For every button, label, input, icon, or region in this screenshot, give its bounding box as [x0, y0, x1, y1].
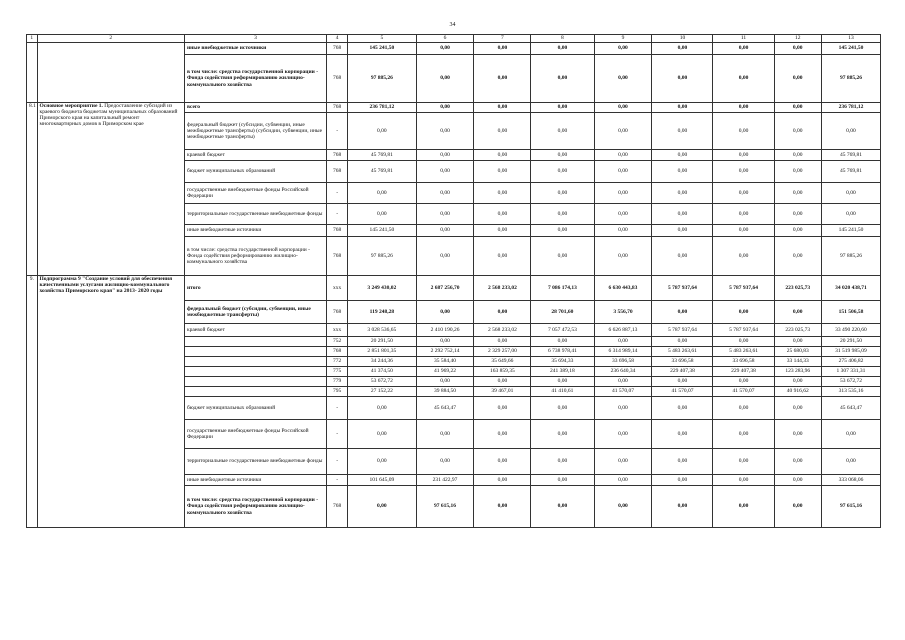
funding-source: [184, 367, 326, 377]
amount-cell: 53 672,72: [348, 377, 416, 387]
budget-code: 768: [327, 301, 348, 324]
amount-cell: 0,00: [594, 475, 652, 486]
amount-cell: 0,00: [713, 420, 774, 449]
funding-source: [184, 387, 326, 397]
amount-cell: 34 020 438,71: [821, 276, 880, 301]
budget-code: 768: [327, 55, 348, 103]
amount-cell: 0,00: [652, 486, 713, 528]
amount-cell: 0,00: [713, 55, 774, 103]
amount-cell: 123 283,96: [774, 367, 821, 377]
budget-table: [26, 34, 881, 528]
amount-cell: 45 769,81: [821, 150, 880, 161]
amount-cell: 39 884,50: [416, 387, 474, 397]
amount-cell: 0,00: [416, 55, 474, 103]
budget-code: -: [327, 397, 348, 420]
funding-source: государственные внебюджетные фонды Российской Федерации: [184, 183, 326, 204]
amount-cell: 34 244,36: [348, 357, 416, 367]
funding-source: всего: [184, 103, 326, 113]
funding-source: в том числе: средства государственной корпорации - Фонда содействия реформированию жилищно-коммунального хозяйства: [184, 55, 326, 103]
amount-cell: 0,00: [594, 161, 652, 183]
amount-cell: 0,00: [594, 420, 652, 449]
amount-cell: 0,00: [652, 301, 713, 324]
amount-cell: 0,00: [474, 161, 531, 183]
funding-source: федеральный бюджет (субсидии, субвенции, иные межбюджетные трансферты) (субсидии, субвенции, иные межбюджетные трансферты): [184, 113, 326, 150]
amount-cell: 145 241,50: [821, 43, 880, 55]
budget-code: 795: [327, 387, 348, 397]
table-row: [27, 43, 881, 55]
amount-cell: 0,00: [713, 204, 774, 225]
amount-cell: 0,00: [652, 420, 713, 449]
amount-cell: 0,00: [821, 204, 880, 225]
header-col-1: 1: [27, 35, 38, 43]
amount-cell: 223 025,73: [774, 324, 821, 337]
amount-cell: 41 570,07: [713, 387, 774, 397]
amount-cell: 0,00: [531, 449, 594, 475]
amount-cell: 0,00: [713, 103, 774, 113]
amount-cell: 0,00: [348, 204, 416, 225]
funding-source: государственные внебюджетные фонды Российской Федерации: [184, 420, 326, 449]
amount-cell: 97 885,26: [821, 55, 880, 103]
amount-cell: 0,00: [652, 225, 713, 237]
amount-cell: 0,00: [594, 486, 652, 528]
amount-cell: 2 568 233,02: [474, 324, 531, 337]
amount-cell: 2 410 190,26: [416, 324, 474, 337]
amount-cell: 0,00: [713, 161, 774, 183]
amount-cell: 5 787 937,64: [713, 324, 774, 337]
amount-cell: 2 851 801,35: [348, 347, 416, 357]
amount-cell: 0,00: [474, 377, 531, 387]
amount-cell: 0,00: [531, 150, 594, 161]
amount-cell: 229 407,38: [713, 367, 774, 377]
amount-cell: 6 626 887,13: [594, 324, 652, 337]
amount-cell: 163 859,35: [474, 367, 531, 377]
amount-cell: 28 701,60: [531, 301, 594, 324]
amount-cell: 0,00: [531, 420, 594, 449]
section-number: [27, 43, 38, 103]
amount-cell: 41 969,22: [416, 367, 474, 377]
amount-cell: 0,00: [531, 486, 594, 528]
amount-cell: 0,00: [531, 161, 594, 183]
amount-cell: 25 680,83: [774, 347, 821, 357]
amount-cell: 0,00: [416, 150, 474, 161]
amount-cell: 53 672,72: [821, 377, 880, 387]
amount-cell: 0,00: [652, 377, 713, 387]
budget-code: 768: [327, 161, 348, 183]
amount-cell: 0,00: [474, 55, 531, 103]
amount-cell: 0,00: [416, 204, 474, 225]
amount-cell: 0,00: [821, 449, 880, 475]
funding-source: в том числе: средства государственной корпорации - Фонда содействия реформированию жилищно-коммунального хозяйства: [184, 486, 326, 528]
funding-source: территориальные государственные внебюджетные фонды: [184, 449, 326, 475]
amount-cell: 0,00: [713, 237, 774, 276]
funding-source: бюджет муниципальных образований: [184, 397, 326, 420]
amount-cell: 0,00: [821, 420, 880, 449]
funding-source: [184, 377, 326, 387]
amount-cell: 7 086 174,13: [531, 276, 594, 301]
amount-cell: 0,00: [474, 301, 531, 324]
budget-code: 768: [327, 486, 348, 528]
amount-cell: 20 291,50: [348, 337, 416, 347]
header-row: [27, 35, 881, 43]
amount-cell: 0,00: [416, 225, 474, 237]
amount-cell: 0,00: [594, 225, 652, 237]
amount-cell: 0,00: [531, 337, 594, 347]
amount-cell: 0,00: [774, 301, 821, 324]
amount-cell: 0,00: [474, 237, 531, 276]
amount-cell: 333 068,06: [821, 475, 880, 486]
amount-cell: 41 374,50: [348, 367, 416, 377]
budget-code: 752: [327, 337, 348, 347]
budget-code: ххх: [327, 276, 348, 301]
header-col-10: 10: [652, 35, 713, 43]
amount-cell: 1 307 331,31: [821, 367, 880, 377]
amount-cell: 0,00: [774, 225, 821, 237]
amount-cell: 0,00: [652, 183, 713, 204]
amount-cell: 0,00: [348, 449, 416, 475]
budget-code: -: [327, 183, 348, 204]
amount-cell: 3 556,70: [594, 301, 652, 324]
amount-cell: 0,00: [594, 43, 652, 55]
amount-cell: 0,00: [348, 420, 416, 449]
amount-cell: 0,00: [416, 113, 474, 150]
amount-cell: 0,00: [713, 301, 774, 324]
amount-cell: 0,00: [652, 150, 713, 161]
amount-cell: 20 291,50: [821, 337, 880, 347]
amount-cell: 0,00: [474, 475, 531, 486]
amount-cell: 0,00: [416, 183, 474, 204]
amount-cell: 101 645,09: [348, 475, 416, 486]
budget-code: 775: [327, 367, 348, 377]
amount-cell: 41 410,61: [531, 387, 594, 397]
amount-cell: 0,00: [531, 103, 594, 113]
amount-cell: 0,00: [531, 397, 594, 420]
amount-cell: 0,00: [474, 486, 531, 528]
amount-cell: 45 769,81: [821, 161, 880, 183]
amount-cell: 0,00: [531, 113, 594, 150]
amount-cell: 0,00: [713, 397, 774, 420]
amount-cell: 0,00: [474, 43, 531, 55]
amount-cell: 0,00: [652, 237, 713, 276]
amount-cell: 3 028 536,65: [348, 324, 416, 337]
amount-cell: 33 144,33: [774, 357, 821, 367]
amount-cell: 0,00: [774, 161, 821, 183]
amount-cell: 0,00: [774, 449, 821, 475]
amount-cell: 35 584,40: [416, 357, 474, 367]
amount-cell: 0,00: [416, 161, 474, 183]
amount-cell: 145 241,50: [348, 225, 416, 237]
header-col-5: 5: [348, 35, 416, 43]
amount-cell: 6 314 989,14: [594, 347, 652, 357]
amount-cell: 97 615,16: [821, 486, 880, 528]
header-col-11: 11: [713, 35, 774, 43]
amount-cell: 5 787 937,64: [652, 324, 713, 337]
header-col-3: 3: [184, 35, 326, 43]
amount-cell: 35 649,66: [474, 357, 531, 367]
amount-cell: 231 422,97: [416, 475, 474, 486]
amount-cell: 0,00: [594, 397, 652, 420]
funding-source: краевой бюджет: [184, 150, 326, 161]
program-description: [37, 43, 184, 103]
amount-cell: 0,00: [652, 337, 713, 347]
amount-cell: 0,00: [774, 43, 821, 55]
amount-cell: 0,00: [416, 420, 474, 449]
amount-cell: 236 640,34: [594, 367, 652, 377]
amount-cell: 45 643,47: [821, 397, 880, 420]
header-col-7: 7: [474, 35, 531, 43]
amount-cell: 0,00: [774, 103, 821, 113]
amount-cell: 275 406,82: [821, 357, 880, 367]
amount-cell: 236 781,12: [348, 103, 416, 113]
amount-cell: 0,00: [713, 449, 774, 475]
amount-cell: 0,00: [474, 113, 531, 150]
amount-cell: 0,00: [416, 43, 474, 55]
amount-cell: 241 389,18: [531, 367, 594, 377]
amount-cell: 0,00: [774, 475, 821, 486]
amount-cell: 0,00: [474, 204, 531, 225]
amount-cell: 0,00: [594, 103, 652, 113]
funding-source: в том числе: средства государственной корпорации - Фонда содействия реформированию жилищно-коммунального хозяйства: [184, 237, 326, 276]
amount-cell: 0,00: [774, 237, 821, 276]
amount-cell: 0,00: [594, 337, 652, 347]
amount-cell: 0,00: [774, 113, 821, 150]
amount-cell: 119 248,28: [348, 301, 416, 324]
amount-cell: 0,00: [652, 475, 713, 486]
budget-code: -: [327, 475, 348, 486]
amount-cell: 97 615,16: [416, 486, 474, 528]
amount-cell: 2 687 256,70: [416, 276, 474, 301]
header-col-8: 8: [531, 35, 594, 43]
amount-cell: 0,00: [416, 301, 474, 324]
amount-cell: 145 241,50: [821, 225, 880, 237]
amount-cell: 3 249 430,02: [348, 276, 416, 301]
amount-cell: 0,00: [713, 150, 774, 161]
funding-source: иные внебюджетные источники: [184, 225, 326, 237]
amount-cell: 0,00: [531, 43, 594, 55]
amount-cell: 2 329 257,00: [474, 347, 531, 357]
amount-cell: 0,00: [531, 204, 594, 225]
amount-cell: 0,00: [713, 486, 774, 528]
budget-code: 768: [327, 225, 348, 237]
amount-cell: 0,00: [713, 183, 774, 204]
amount-cell: 0,00: [531, 55, 594, 103]
amount-cell: 41 570,07: [652, 387, 713, 397]
amount-cell: 41 570,07: [594, 387, 652, 397]
amount-cell: 45 769,81: [348, 150, 416, 161]
budget-code: 768: [327, 150, 348, 161]
amount-cell: 0,00: [713, 337, 774, 347]
amount-cell: 5 483 263,61: [713, 347, 774, 357]
header-col-6: 6: [416, 35, 474, 43]
amount-cell: 2 568 233,02: [474, 276, 531, 301]
header-col-2: 2: [37, 35, 184, 43]
amount-cell: 0,00: [713, 225, 774, 237]
funding-source: территориальные государственные внебюджетные фонды: [184, 204, 326, 225]
amount-cell: 145 241,50: [348, 43, 416, 55]
amount-cell: 0,00: [774, 486, 821, 528]
amount-cell: 27 152,22: [348, 387, 416, 397]
amount-cell: 0,00: [774, 377, 821, 387]
amount-cell: 39 467,01: [474, 387, 531, 397]
amount-cell: 0,00: [474, 420, 531, 449]
funding-source: краевой бюджет: [184, 324, 326, 337]
amount-cell: 0,00: [531, 237, 594, 276]
amount-cell: 0,00: [416, 237, 474, 276]
amount-cell: 223 025,73: [774, 276, 821, 301]
amount-cell: 0,00: [348, 113, 416, 150]
amount-cell: 0,00: [348, 183, 416, 204]
amount-cell: 0,00: [531, 225, 594, 237]
amount-cell: 0,00: [416, 337, 474, 347]
budget-code: 768: [327, 347, 348, 357]
amount-cell: 0,00: [652, 204, 713, 225]
amount-cell: 313 535,16: [821, 387, 880, 397]
amount-cell: 33 696,58: [713, 357, 774, 367]
header-col-4: 4: [327, 35, 348, 43]
amount-cell: 0,00: [652, 43, 713, 55]
amount-cell: 0,00: [821, 183, 880, 204]
program-description: Подпрограмма 9 "Создание условий для обеспечения качественными услугами жилищно-коммунального хозяйства Приморского края" на 2013- 2020 годы: [37, 276, 184, 528]
amount-cell: 35 694,33: [531, 357, 594, 367]
header-col-13: 13: [821, 35, 880, 43]
amount-cell: 0,00: [774, 55, 821, 103]
program-description: Основное мероприятие 1. Предоставление субсидий из краевого бюджета бюджетам муниципальных образований Приморского края на капитальный ремонт многоквартирных домов в Приморском крае: [37, 103, 184, 276]
amount-cell: 0,00: [652, 55, 713, 103]
amount-cell: 97 885,26: [348, 55, 416, 103]
amount-cell: 229 407,38: [652, 367, 713, 377]
section-number: 8.1: [27, 103, 38, 276]
amount-cell: 0,00: [474, 225, 531, 237]
amount-cell: 0,00: [774, 204, 821, 225]
amount-cell: 45 643,47: [416, 397, 474, 420]
amount-cell: 31 519 985,09: [821, 347, 880, 357]
header-col-12: 12: [774, 35, 821, 43]
amount-cell: 0,00: [531, 475, 594, 486]
amount-cell: 33 696,58: [652, 357, 713, 367]
funding-source: иные внебюджетные источники: [184, 475, 326, 486]
budget-code: -: [327, 449, 348, 475]
amount-cell: 0,00: [652, 113, 713, 150]
funding-source: [184, 337, 326, 347]
budget-code: ххх: [327, 324, 348, 337]
funding-source: [184, 347, 326, 357]
amount-cell: 45 769,81: [348, 161, 416, 183]
amount-cell: 0,00: [774, 397, 821, 420]
amount-cell: 0,00: [713, 377, 774, 387]
budget-code: 768: [327, 237, 348, 276]
amount-cell: 0,00: [474, 183, 531, 204]
funding-source: иные внебюджетные источники: [184, 43, 326, 55]
funding-source: федеральный бюджет (субсидии, субвенции, иные межбюджетные трансферты): [184, 301, 326, 324]
amount-cell: 0,00: [821, 113, 880, 150]
amount-cell: 97 885,26: [821, 237, 880, 276]
amount-cell: 0,00: [474, 150, 531, 161]
amount-cell: 0,00: [774, 150, 821, 161]
amount-cell: 40 916,62: [774, 387, 821, 397]
budget-code: -: [327, 113, 348, 150]
amount-cell: 0,00: [774, 337, 821, 347]
amount-cell: 0,00: [594, 113, 652, 150]
amount-cell: 0,00: [594, 204, 652, 225]
budget-code: 768: [327, 103, 348, 113]
amount-cell: 0,00: [594, 237, 652, 276]
amount-cell: 0,00: [474, 337, 531, 347]
amount-cell: 33 490 220,60: [821, 324, 880, 337]
amount-cell: 5 483 263,61: [652, 347, 713, 357]
amount-cell: 0,00: [416, 449, 474, 475]
amount-cell: 2 292 752,14: [416, 347, 474, 357]
amount-cell: 0,00: [713, 43, 774, 55]
table-row: [27, 276, 881, 301]
amount-cell: 0,00: [774, 183, 821, 204]
amount-cell: 0,00: [652, 161, 713, 183]
amount-cell: 0,00: [531, 183, 594, 204]
header-col-9: 9: [594, 35, 652, 43]
table-row: [27, 103, 881, 113]
budget-code: 772: [327, 357, 348, 367]
budget-code: 779: [327, 377, 348, 387]
amount-cell: 7 057 472,53: [531, 324, 594, 337]
amount-cell: 0,00: [416, 103, 474, 113]
amount-cell: 5 787 937,64: [713, 276, 774, 301]
funding-source: итого: [184, 276, 326, 301]
budget-code: -: [327, 204, 348, 225]
amount-cell: 0,00: [774, 420, 821, 449]
amount-cell: 0,00: [416, 377, 474, 387]
budget-code: 768: [327, 43, 348, 55]
amount-cell: 0,00: [594, 183, 652, 204]
amount-cell: 0,00: [348, 486, 416, 528]
amount-cell: 151 506,58: [821, 301, 880, 324]
funding-source: бюджет муниципальных образований: [184, 161, 326, 183]
amount-cell: 0,00: [652, 397, 713, 420]
amount-cell: 6 630 443,83: [594, 276, 652, 301]
amount-cell: 97 885,26: [348, 237, 416, 276]
amount-cell: 0,00: [594, 449, 652, 475]
budget-code: -: [327, 420, 348, 449]
amount-cell: 0,00: [713, 475, 774, 486]
amount-cell: 0,00: [474, 397, 531, 420]
amount-cell: 33 696,58: [594, 357, 652, 367]
amount-cell: 0,00: [652, 449, 713, 475]
amount-cell: 0,00: [652, 103, 713, 113]
page-number: 34: [449, 22, 456, 28]
amount-cell: 236 781,12: [821, 103, 880, 113]
amount-cell: 6 738 978,41: [531, 347, 594, 357]
amount-cell: 0,00: [713, 113, 774, 150]
amount-cell: 0,00: [594, 150, 652, 161]
amount-cell: 0,00: [531, 377, 594, 387]
amount-cell: 5 787 937,64: [652, 276, 713, 301]
amount-cell: 0,00: [474, 103, 531, 113]
amount-cell: 0,00: [594, 377, 652, 387]
funding-source: [184, 357, 326, 367]
amount-cell: 0,00: [594, 55, 652, 103]
amount-cell: 0,00: [474, 449, 531, 475]
section-number: 9.: [27, 276, 38, 528]
amount-cell: 0,00: [348, 397, 416, 420]
